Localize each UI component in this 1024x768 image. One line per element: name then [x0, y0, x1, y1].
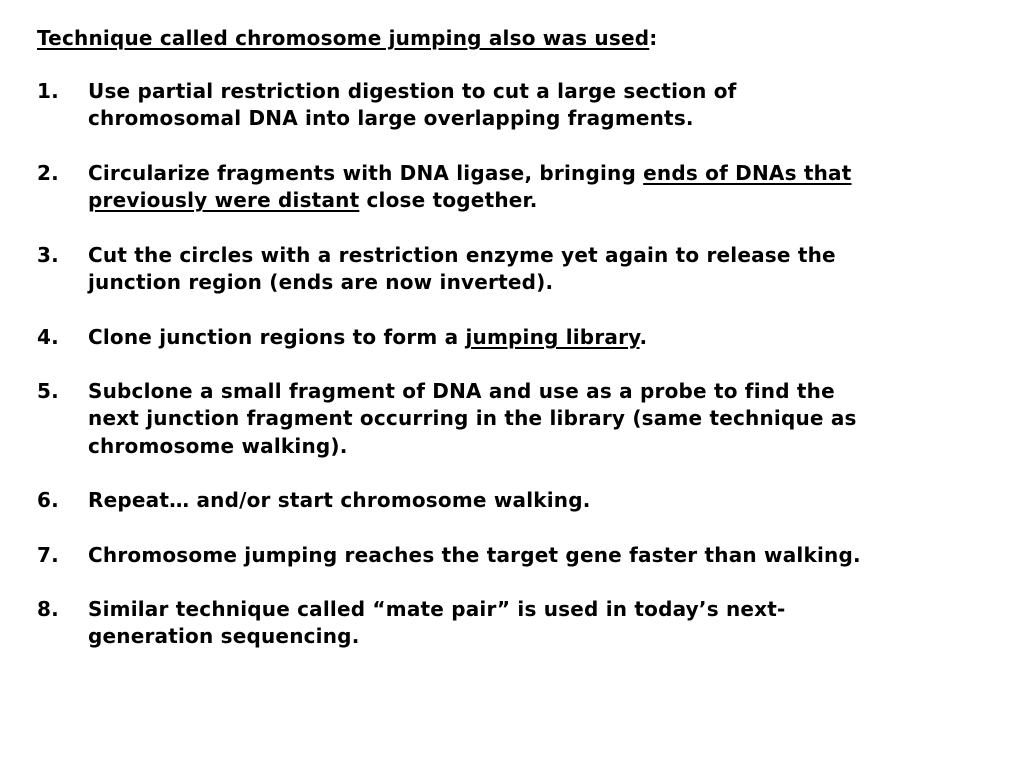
list-text-line: Chromosome jumping reaches the target gene faster than walking.: [88, 543, 861, 567]
list-number: 7.: [37, 543, 59, 567]
underlined-phrase: previously were distant: [88, 188, 360, 213]
underlined-phrase: jumping library: [465, 325, 640, 349]
list-item-6: [37, 487, 997, 514]
list-text-line: junction region (ends are now inverted).: [88, 270, 554, 295]
list-text-line: next junction fragment occurring in the library (same technique as: [88, 406, 857, 431]
list-item-2: [37, 160, 997, 215]
slide-heading: [37, 25, 997, 52]
list-item-1: [37, 78, 997, 133]
list-number: 2.: [37, 161, 59, 185]
list-text-line: generation sequencing.: [88, 624, 360, 649]
list-text-line: chromosomal DNA into large overlapping fragments.: [88, 106, 694, 131]
list-text-line: [88, 187, 997, 214]
list-text-line: chromosome walking).: [88, 433, 348, 458]
list-text-line: [88, 324, 997, 351]
list-number: 8.: [37, 597, 59, 621]
list-text: Circularize fragments with DNA ligase, bringing: [88, 161, 644, 185]
list-text: close together.: [359, 188, 538, 213]
list-item-4: [37, 324, 997, 351]
list-number: 1.: [37, 79, 59, 103]
list-text-line: Cut the circles with a restriction enzyme yet again to release the: [88, 243, 836, 267]
list-number: 6.: [37, 488, 59, 512]
list-text-line: [88, 160, 997, 187]
list-text-line: Repeat… and/or start chromosome walking.: [88, 488, 591, 512]
list-text-line: Subclone a small fragment of DNA and use as a probe to find the: [88, 379, 835, 403]
list-text: .: [639, 325, 648, 349]
list-number: 3.: [37, 243, 59, 267]
list-text-line: Similar technique called “mate pair” is used in today’s next-: [88, 597, 786, 621]
list-text: Clone junction regions to form a: [88, 325, 466, 349]
heading-colon: :: [649, 26, 658, 50]
list-number: 5.: [37, 379, 59, 403]
heading-underlined-text: Technique called chromosome jumping also was used: [37, 26, 650, 50]
list-item-7: [37, 542, 997, 569]
list-item-5: [37, 378, 997, 460]
list-item-8: [37, 596, 997, 651]
underlined-phrase: ends of DNAs that: [643, 161, 852, 185]
list-number: 4.: [37, 325, 59, 349]
list-item-3: [37, 242, 997, 297]
list-text-line: Use partial restriction digestion to cut a large section of: [88, 79, 737, 103]
